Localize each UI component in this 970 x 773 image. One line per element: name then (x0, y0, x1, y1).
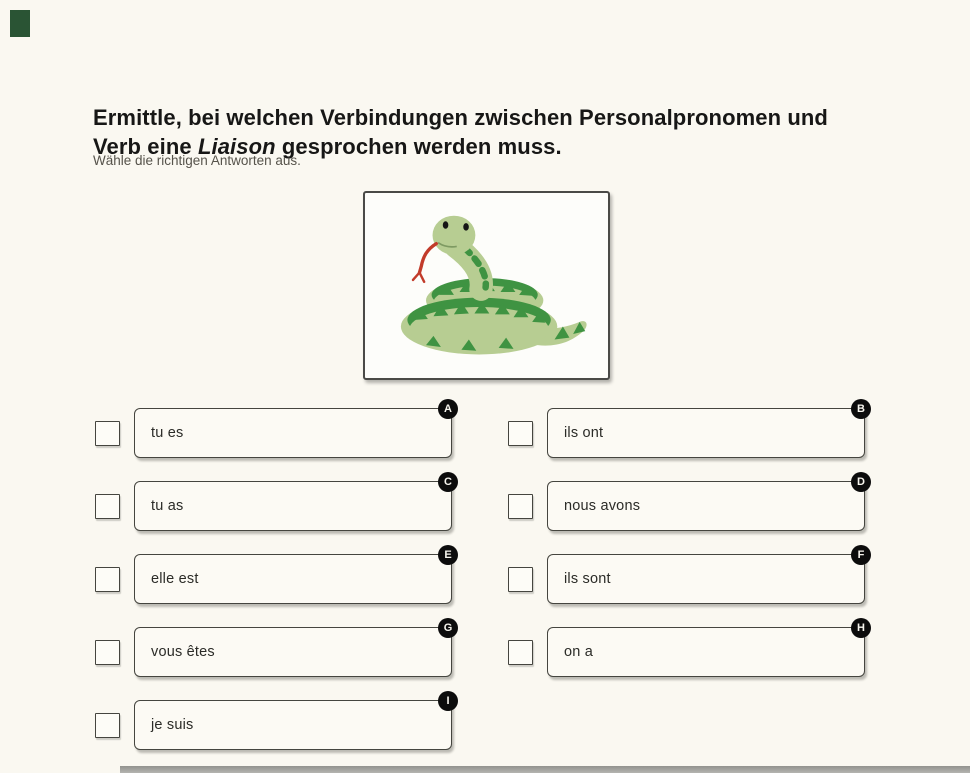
answer-label: ils ont (564, 425, 604, 441)
option-row (95, 621, 453, 677)
answer-badge: D (851, 472, 871, 492)
answer-badge: G (438, 618, 458, 638)
corner-accent-square (10, 10, 30, 37)
answer-checkbox[interactable] (508, 567, 533, 592)
question-instruction: Wähle die richtigen Antworten aus. (93, 153, 301, 168)
question-title-line1: Ermittle, bei welchen Verbindungen zwischen Personalpronomen und (93, 104, 828, 130)
option-row (95, 694, 452, 750)
answer-checkbox[interactable] (95, 421, 120, 446)
answer-label: tu as (151, 498, 184, 514)
answer-label: elle est (151, 571, 199, 587)
answer-checkbox[interactable] (95, 494, 120, 519)
answer-label: on a (564, 644, 594, 660)
answer-label: vous êtes (151, 644, 215, 660)
answer-option[interactable] (547, 548, 865, 604)
answer-badge: B (851, 399, 871, 419)
answer-checkbox[interactable] (508, 421, 533, 446)
italic-term: Liaison (197, 133, 276, 159)
answer-badge: C (438, 472, 458, 492)
option-row (95, 475, 452, 531)
option-row (508, 621, 865, 677)
bottom-gray-bar (120, 766, 970, 773)
answer-checkbox[interactable] (508, 494, 533, 519)
answer-label: tu es (151, 425, 184, 441)
answer-checkbox[interactable] (95, 567, 120, 592)
answer-badge: I (438, 691, 458, 711)
answer-option[interactable] (134, 548, 452, 604)
answer-option[interactable] (134, 475, 452, 531)
question-image (363, 191, 610, 380)
option-row (508, 475, 865, 531)
question-title-line2: Verb eine Liaison gesprochen werden muss. (93, 133, 562, 159)
answer-option[interactable] (547, 402, 865, 458)
answer-badge: A (438, 399, 458, 419)
answer-badge: H (851, 618, 871, 638)
answer-option[interactable] (547, 621, 865, 677)
answer-checkbox[interactable] (95, 640, 120, 665)
option-row (95, 402, 452, 458)
answer-option[interactable] (547, 475, 865, 531)
option-row (508, 548, 865, 604)
answer-checkbox[interactable] (95, 713, 120, 738)
answer-label: je suis (151, 717, 194, 733)
answer-label: nous avons (564, 498, 641, 514)
answer-badge: E (438, 545, 458, 565)
answer-checkbox[interactable] (508, 640, 533, 665)
answer-option[interactable] (134, 621, 453, 677)
answer-option[interactable] (134, 402, 452, 458)
snake-illustration (372, 198, 602, 374)
answer-badge: F (851, 545, 871, 565)
answer-option[interactable] (134, 694, 452, 750)
option-row (508, 402, 865, 458)
answer-label: ils sont (564, 571, 611, 587)
option-row (95, 548, 452, 604)
